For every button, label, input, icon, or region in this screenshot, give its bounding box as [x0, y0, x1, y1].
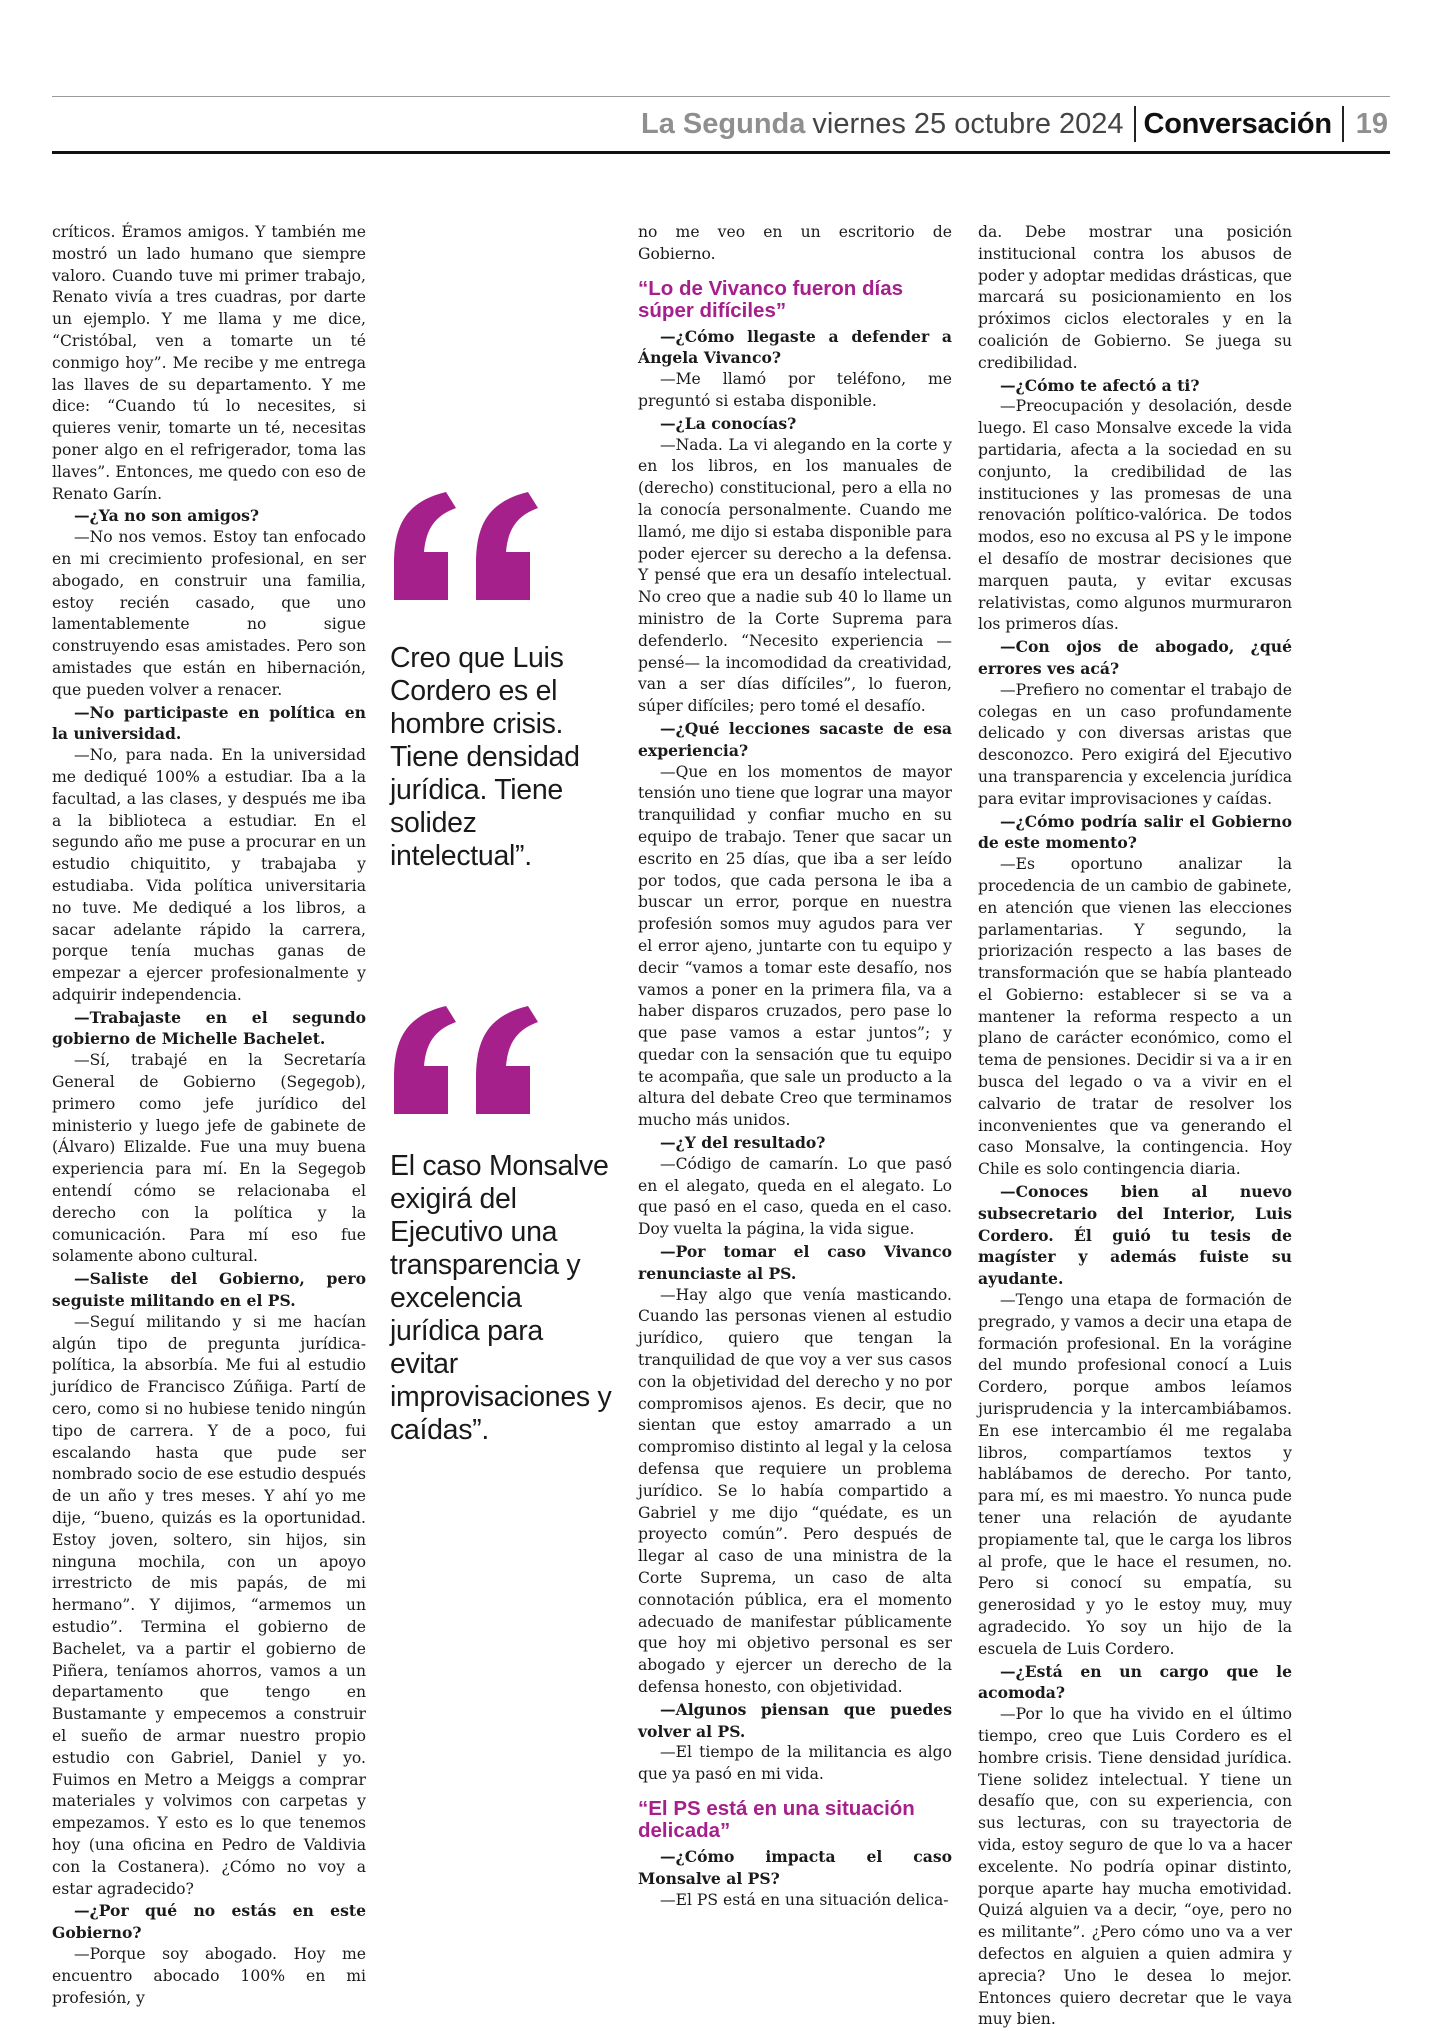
paragraph: —Seguí militando y si me hacían algún tipo de pregunta jurídica-política, la absorbía. Me fui al estudio jurídico de Francisco Zúñiga. Partí de cero, como si no hubiese tenido ningún tipo de carrera. Y de a poco, fui escalando hasta que pude ser nombrado socio de ese estudio después de un año y tres meses. Y ahí yo me dije, “bueno, quizás es la oportunidad. Estoy joven, soltero, sin hijos, sin ninguna mochila, con un apoyo irrestricto de mis papás, de mi hermano”. Y dijimos, “armemos un estudio”. Termina el gobierno de Bachelet, va a partir el gobierno de Piñera, teníamos ahorros, vamos a un departamento que tengo en Bustamante y empecemos a construir el sueño de armar nuestro propio estudio con Gabriel, Daniel y yo. Fuimos en Metro a Meiggs a comprar materiales y volvimos con carpetas y empezamos. Y esto es lo que tenemos hoy (una oficina en Pedro de Valdivia con la Costanera). ¿Cómo no voy a estar agradecido? — [52, 1312, 366, 1898]
pull-quote — [390, 1002, 618, 1447]
article-column-3 — [638, 222, 952, 1911]
paragraph: —Me llamó por teléfono, me preguntó si estaba disponible. — [638, 370, 952, 410]
masthead — [641, 101, 1388, 147]
masthead-divider — [1342, 106, 1344, 142]
paragraph: —Tengo una etapa de formación de pregrado, y vamos a decir una etapa de formación profesional. En la vorágine del mundo profesional conocí a Luis Cordero, porque ambos leíamos jurisprudencia y la intercambiábamos. En ese intercambio él me regalaba libros, compartíamos textos y hablábamos de derecho. Por tanto, para mí, es mi maestro. Yo nunca pude tener una relación de ayudante propiamente tal, que le carga los libros al profe, que le hace el resumen, no. Pero si conocí su empatía, su generosidad y yo le estoy muy, muy agradecido. Yo soy un hijo de la escuela de Luis Cordero. — [978, 1291, 1292, 1658]
interview-question: —¿Está en un cargo que le acomoda? — [978, 1661, 1292, 1703]
interview-question: —No participaste en política en la universidad. — [52, 702, 366, 744]
interview-question: —¿La conocías? — [660, 413, 797, 433]
interview-question: —Algunos piensan que puedes volver al PS. — [638, 1699, 952, 1741]
paragraph: —Por lo que ha vivido en el último tiempo, creo que Luis Cordero es el hombre crisis. Tiene densidad jurídica. Tiene solidez intelectual. Y tiene un desafío que, con su experiencia, con sus lecturas, con su trayectoria de vida, estoy seguro de que lo va a hacer excelente. No podría opinar distinto, porque aparte hay mucha emotividad. Quizá alguien va a decir, “oye, pero no es militante”. ¿Pero cómo uno va a ver defectos en alguien a quien admira y aprecia? Uno le desea lo mejor. Entonces quiero decretar que le vaya muy bien. — [978, 1705, 1292, 2029]
quote-mark-icon — [390, 488, 538, 614]
paragraph: —No, para nada. En la universidad me dediqué 100% a estudiar. Iba a la facultad, a las clases, y después me iba a la biblioteca a estudiar. En el segundo año me puse a procurar en un estudio chiquitito, y trabajaba y estudiaba. Vida política universitaria no tuve. Me dediqué a los libros, a sacar adelante rápido la carrera, porque tenía muchas ganas de empezar a ejercer profesionalmente y adquirir independencia. — [52, 746, 366, 1004]
subheading: “El PS está en una situación delicada” — [638, 1796, 915, 1842]
paragraph: —Hay algo que venía masticando. Cuando las personas vienen al estudio jurídico, quiero que tengan la tranquilidad de que voy a ver sus casos con la objetividad del derecho y no por compromisos ajenos. Es decir, que no sientan que estoy amarrado a un compromiso distinto al legal y la celosa defensa que requiere un problema jurídico. Se lo había compartido a Gabriel y me dijo “quédate, es un proyecto común”. Pero después de llegar al caso de una ministra de la Corte Suprema, un caso de alta connotación pública, era el momento adecuado de manifestar públicamente que hoy mi objetivo personal es ser abogado y ejercer un derecho de la defensa honesto, con objetividad. — [638, 1285, 952, 1696]
interview-question: —¿Y del resultado? — [660, 1133, 826, 1153]
article-column-1 — [52, 222, 366, 2009]
paragraph: —Sí, trabajé en la Secretaría General de Gobierno (Segegob), primero como jefe jurídico del ministerio y luego jefe de gabinete de (Álvaro) Elizalde. Fue una muy buena experiencia para mí. En la Segegob entendí cómo se relacionaba el derecho con la política y la comunicación. Para mí eso fue solamente abono cultural. — [52, 1051, 366, 1266]
paragraph: —Código de camarín. Lo que pasó en el alegato, queda en el alegato. Lo que pasó en el caso, queda en el caso. Doy vuelta la página, la vida sigue. — [638, 1154, 952, 1239]
issue-date: viernes 25 octubre 2024 — [812, 107, 1124, 140]
interview-question: —¿Ya no son amigos? — [74, 506, 260, 526]
header-bottom-rule — [52, 151, 1390, 154]
paragraph: —Porque soy abogado. Hoy me encuentro abocado 100% en mi profesión, y — [52, 1944, 366, 2007]
interview-question: —Trabajaste en el segundo gobierno de Michelle Bachelet. — [52, 1007, 366, 1049]
paragraph: no me veo en un escritorio de Gobierno. — [638, 223, 952, 263]
interview-question: —Conoces bien al nuevo subsecretario del Interior, Luis Cordero. Él guió tu tesis de magíster y además fuiste su ayudante. — [978, 1182, 1292, 1289]
paragraph: —Prefiero no comentar el trabajo de colegas en un caso profundamente delicado y con diversas aristas que desconozco. Pero exigirá del Ejecutivo una transparencia y excelencia jurídica para evitar improvisaciones y caídas. — [978, 680, 1292, 808]
interview-question: —¿Cómo te afectó a ti? — [1000, 375, 1200, 395]
interview-question: —¿Qué lecciones sacaste de esa experiencia? — [638, 718, 952, 760]
subheading: “Lo de Vivanco fueron días súper difíciles” — [638, 276, 904, 322]
interview-question: —¿Por qué no estás en este Gobierno? — [52, 1901, 366, 1943]
page-number: 19 — [1355, 107, 1388, 140]
paragraph: da. Debe mostrar una posición institucional contra los abusos de poder y adoptar medidas drásticas, que marcará su posicionamiento en los próximos ciclos electorales y en la coalición de Gobierno. Se juega su credibilidad. — [978, 223, 1292, 372]
interview-question: —Por tomar el caso Vivanco renunciaste al PS. — [638, 1242, 952, 1283]
masthead-divider — [1134, 106, 1136, 142]
pull-quote-text: El caso Monsalve exigirá del Ejecutivo una transparencia y excelencia jurídica para evitar improvisaciones y caídas”. — [390, 1150, 612, 1446]
paragraph: —Preocupación y desolación, desde luego. El caso Monsalve excede la vida partidaria, afecta a la sociedad en su conjunto, la credibilidad de las instituciones y las promesas de una renovación político-valórica. De todos modos, eso no excusa al PS y le impone el desafío de mostrar decisiones que marquen pauta, y evitar excusas relativistas, como algunos murmuraron los primeros días. — [978, 397, 1292, 634]
interview-question: —Con ojos de abogado, ¿qué errores ves acá? — [978, 637, 1292, 678]
section-name: Conversación — [1143, 107, 1332, 140]
interview-question: —Saliste del Gobierno, pero seguiste militando en el PS. — [52, 1269, 366, 1311]
paragraph: —El tiempo de la militancia es algo que ya pasó en mi vida. — [638, 1743, 952, 1784]
article-column-4 — [978, 222, 1292, 2031]
pull-quote — [390, 488, 618, 873]
publication-name: La Segunda — [641, 107, 806, 140]
interview-question: —¿Cómo llegaste a defender a Ángela Vivanco? — [638, 326, 952, 368]
paragraph: —Nada. La vi alegando en la corte y en los libros, en los manuales de (derecho) constitucional, pero a ella no la conocía personalmente. Cuando me llamó, me dijo si estaba disponible para poder ejercer su derecho a la defensa. Y pensé que era un desafío intelectual. No creo que a nadie sub 40 lo llame un ministro de la Corte Suprema para defenderlo. “Necesito experiencia —pensé— la incomodidad da creatividad, van a ser días difíciles”, lo fueron, súper difíciles; pero tomé el desafío. — [638, 435, 953, 716]
paragraph: —Es oportuno analizar la procedencia de un cambio de gabinete, en atención que vienen las elecciones parlamentarias. Y segundo, la priorización respecto a las bases de transformación que se había planteado el Gobierno: establecer si se va a mantener la reforma respecto a un plano de carácter económico, como el tema de pensiones. Decidir si va a ir en busca del legado o va a vivir en el calvario de tratar de resolver los inconvenientes que va generando el caso Monsalve, la contingencia. Hoy Chile es solo contingencia diaria. — [978, 855, 1292, 1179]
paragraph: —No nos vemos. Estoy tan enfocado en mi crecimiento profesional, en ser abogado, en construir una familia, estoy recién casado, que uno lamentablemente no sigue construyendo esas amistades. Pero son amistades que están en hibernación, que pueden volver a renacer. — [52, 528, 366, 699]
quote-mark-icon — [390, 1002, 538, 1128]
paragraph: —El PS está en una situación delica- — [660, 1890, 949, 1909]
interview-question: —¿Cómo podría salir el Gobierno de este momento? — [978, 811, 1292, 853]
interview-question: —¿Cómo impacta el caso Monsalve al PS? — [638, 1846, 952, 1888]
paragraph: —Que en los momentos de mayor tensión uno tiene que lograr una mayor tranquilidad y confiar mucho en su equipo de trabajo. Tener que sacar un escrito en 25 días, que iba a ser leído por todos, que cada persona le iba a buscar un error, porque en nuestra profesión somos muy agudos para ver el error ajeno, juntarte con tu equipo y decir “vamos a tomar este desafío, nos vamos a poner en la primera fila, va a haber disparos cruzados, pero pase lo que pase vamos a estar juntos”; y quedar con la sensación que tu equipo te acompaña, que sale un producto a la altura del debate Creo que terminamos mucho más unidos. — [638, 762, 952, 1130]
pull-quote-text: Creo que Luis Cordero es el hombre crisis. Tiene densidad jurídica. Tiene solidez intelectual”. — [390, 642, 580, 872]
header-top-rule — [52, 96, 1390, 97]
paragraph: críticos. Éramos amigos. Y también me mostró un lado humano que siempre valoro. Cuando tuve mi primer trabajo, Renato vivía a tres cuadras, por darte un ejemplo. Y me llama y me dice, “Cristóbal, ven a tomarte un té conmigo hoy”. Me recibe y me entrega las llaves de su departamento. Y me dice: “Cuando tú lo necesites, si quieres venir, tomarte un té, necesitas poner algo en el refrigerador, toma las llaves”. Entonces, me quedo con eso de Renato Garín. — [52, 223, 366, 503]
